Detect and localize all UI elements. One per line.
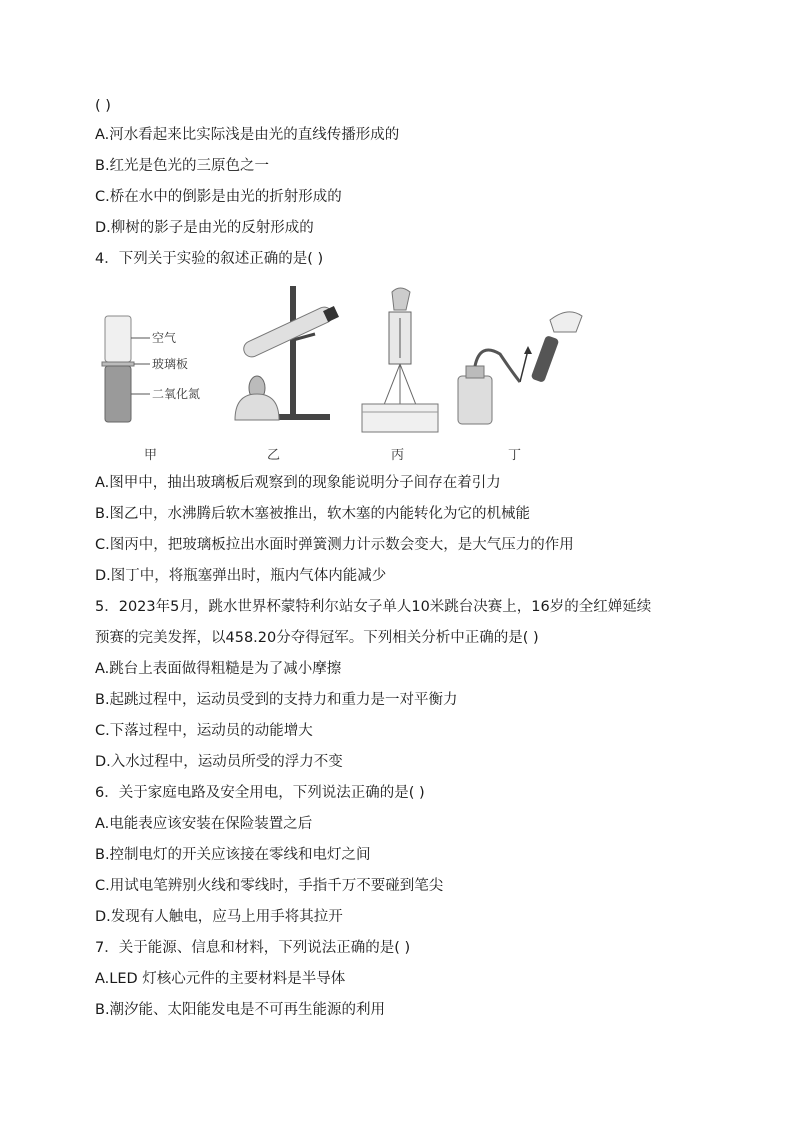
bing-apparatus: [362, 288, 438, 432]
q7-option-a: A.LED 灯核心元件的主要材料是半导体: [95, 971, 346, 987]
option-bracket: ( ): [95, 98, 111, 114]
caption-bing: 丙: [391, 448, 405, 463]
q4-stem: 4．下列关于实验的叙述正确的是( ): [95, 251, 324, 267]
q5-stem-line1: 5．2023年5月，跳水世界杯蒙特利尔站女子单人10米跳台决赛上，16岁的全红婵延续: [95, 599, 652, 615]
q3-option-c: C.桥在水中的倒影是由光的折射形成的: [95, 189, 342, 205]
jia-jars: [102, 316, 200, 422]
q6-option-c: C.用试电笔辨别火线和零线时，手指千万不要碰到笔尖: [95, 878, 444, 894]
caption-yi: 乙: [267, 448, 281, 463]
q5-option-d: D.入水过程中，运动员所受的浮力不变: [95, 754, 343, 770]
q4-option-b: B.图乙中，水沸腾后软木塞被推出，软木塞的内能转化为它的机械能: [95, 506, 531, 522]
q7-stem: 7．关于能源、信息和材料，下列说法正确的是( ): [95, 940, 411, 956]
ding-apparatus: [458, 350, 520, 424]
yi-apparatus: [235, 286, 339, 420]
experiment-diagram: [100, 282, 520, 462]
label-no2: 二氧化氮: [152, 387, 201, 401]
q6-stem: 6．关于家庭电路及安全用电，下列说法正确的是( ): [95, 785, 425, 801]
q5-option-b: B.起跳过程中，运动员受到的支持力和重力是一对平衡力: [95, 692, 458, 708]
q5-option-a: A.跳台上表面做得粗糙是为了减小摩擦: [95, 661, 342, 677]
q4-option-d: D.图丁中，将瓶塞弹出时，瓶内气体内能减少: [95, 568, 387, 584]
q3-option-b: B.红光是色光的三原色之一: [95, 158, 270, 174]
label-glass: 玻璃板: [152, 357, 189, 371]
q5-stem-line2: 预赛的完美发挥，以458.20分夺得冠军。下列相关分析中正确的是( ): [95, 630, 539, 646]
q6-option-d: D.发现有人触电，应马上用手将其拉开: [95, 909, 343, 925]
q5-option-c: C.下落过程中，运动员的动能增大: [95, 723, 313, 739]
caption-ding: 丁: [508, 448, 522, 463]
q6-option-b: B.控制电灯的开关应该接在零线和电灯之间: [95, 847, 371, 863]
caption-jia: 甲: [144, 448, 158, 463]
q3-option-a: A.河水看起来比实际浅是由光的直线传播形成的: [95, 127, 400, 143]
experiment-figure: [100, 282, 520, 462]
q3-option-d: D.柳树的影子是由光的反射形成的: [95, 220, 314, 236]
q4-option-a: A.图甲中，抽出玻璃板后观察到的现象能说明分子间存在着引力: [95, 475, 501, 491]
q7-option-b: B.潮汐能、太阳能发电是不可再生能源的利用: [95, 1002, 386, 1018]
label-air: 空气: [152, 331, 177, 345]
q4-option-c: C.图丙中，把玻璃板拉出水面时弹簧测力计示数会变大，是大气压力的作用: [95, 537, 574, 553]
ding-pump: [520, 306, 600, 416]
q6-option-a: A.电能表应该安装在保险装置之后: [95, 816, 313, 832]
